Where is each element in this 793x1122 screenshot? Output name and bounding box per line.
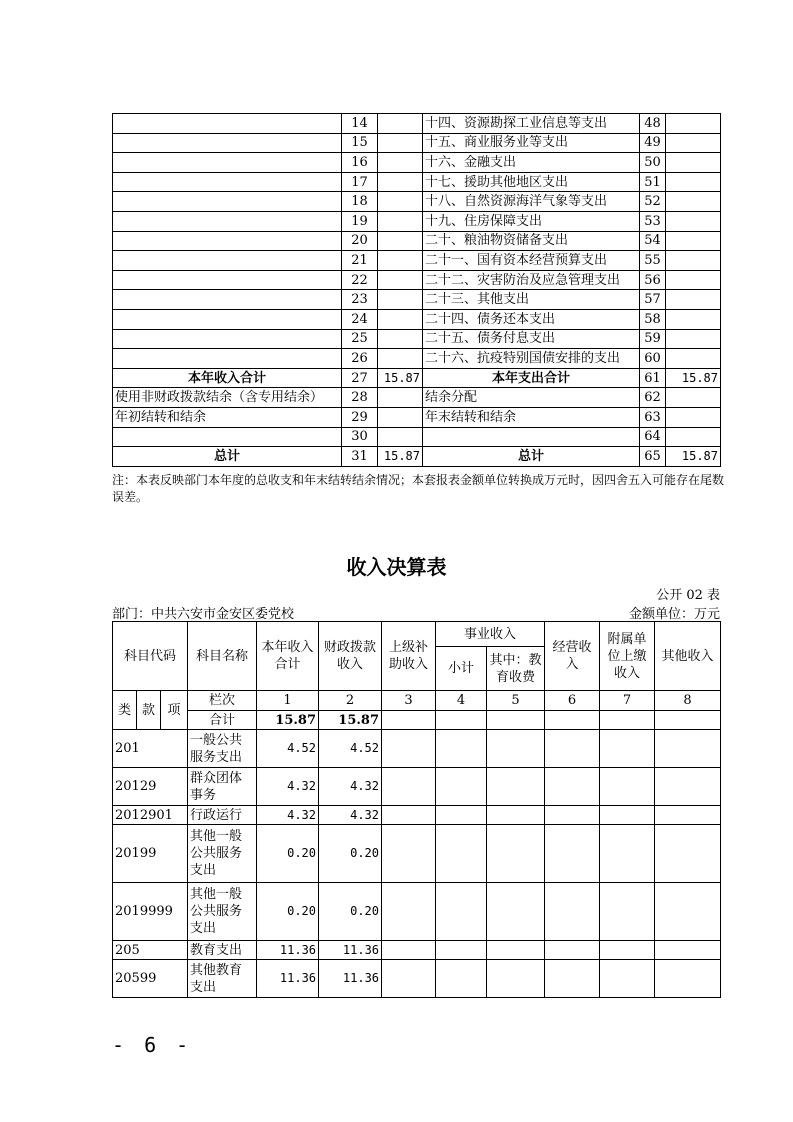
summary-row (113, 231, 721, 251)
empty-cell (655, 941, 721, 960)
empty-cell (436, 941, 487, 960)
empty-cell (487, 883, 545, 941)
expense-amount (666, 231, 721, 251)
expense-amount (666, 329, 721, 349)
income-amount: 15.87 (378, 368, 423, 388)
page-number: - 6 - (112, 1033, 193, 1057)
total-fiscal-income: 15.87 (319, 711, 382, 730)
column-number: 1 (257, 691, 319, 711)
empty-cell (545, 825, 600, 883)
expense-row-number: 64 (640, 427, 666, 447)
amount-unit-label: 金额单位：万元 (628, 607, 720, 622)
subject-name: 一般公共服务支出 (188, 730, 257, 768)
expense-item: 十八、自然资源海洋气象等支出 (423, 192, 640, 212)
expense-item: 二十二、灾害防治及应急管理支出 (423, 270, 640, 290)
subject-name: 其他一般公共服务支出 (188, 883, 257, 941)
expense-amount (666, 407, 721, 427)
empty-cell (487, 825, 545, 883)
summary-row (113, 309, 721, 329)
expense-amount (666, 114, 721, 134)
expense-item: 十六、金融支出 (423, 153, 640, 173)
income-row-number: 23 (342, 290, 378, 310)
summary-row (113, 133, 721, 153)
header-current-income: 本年收入合计 (257, 622, 319, 691)
expense-amount (666, 349, 721, 369)
income-item (113, 153, 342, 173)
income-item (113, 309, 342, 329)
income-amount (378, 251, 423, 271)
empty-cell (487, 806, 545, 825)
income-item (113, 349, 342, 369)
income-row-number: 25 (342, 329, 378, 349)
expense-row-number: 60 (640, 349, 666, 369)
summary-row (113, 427, 721, 447)
expense-row-number: 56 (640, 270, 666, 290)
total-current-income: 15.87 (257, 711, 319, 730)
income-row-number: 30 (342, 427, 378, 447)
empty-cell (382, 730, 436, 768)
subject-code: 201 (113, 730, 188, 768)
expense-amount (666, 309, 721, 329)
income-item (113, 172, 342, 192)
expense-item: 年末结转和结余 (423, 407, 640, 427)
expense-row-number: 51 (640, 172, 666, 192)
empty-cell (600, 825, 655, 883)
income-item: 本年收入合计 (113, 368, 342, 388)
column-number: 7 (600, 691, 655, 711)
expense-item: 二十三、其他支出 (423, 290, 640, 310)
header-subtotal: 小计 (436, 647, 487, 691)
empty-cell (545, 883, 600, 941)
empty-cell (382, 941, 436, 960)
income-row-number: 28 (342, 388, 378, 408)
empty-cell (382, 960, 436, 998)
expense-amount (666, 211, 721, 231)
income-item (113, 290, 342, 310)
subject-name: 群众团体事务 (188, 768, 257, 806)
empty-cell (600, 941, 655, 960)
subject-code: 205 (113, 941, 188, 960)
income-row-number: 19 (342, 211, 378, 231)
expense-item: 十五、商业服务业等支出 (423, 133, 640, 153)
subject-code: 2012901 (113, 806, 188, 825)
table-code: 公开 02 表 (656, 588, 720, 603)
empty-cell (600, 960, 655, 998)
header-lei: 类 (113, 691, 137, 730)
expense-amount: 15.87 (666, 447, 721, 467)
total-label: 合计 (188, 711, 257, 730)
expense-row-number: 57 (640, 290, 666, 310)
fiscal-income-amount: 11.36 (319, 960, 382, 998)
expense-row-number: 52 (640, 192, 666, 212)
fiscal-income-amount: 0.20 (319, 883, 382, 941)
header-superior-subsidy: 上级补助收入 (382, 622, 436, 691)
expense-item: 十九、住房保障支出 (423, 211, 640, 231)
expense-item (423, 427, 640, 447)
summary-row (113, 290, 721, 310)
current-income-amount: 4.32 (257, 768, 319, 806)
income-row (113, 825, 721, 883)
income-row-number: 22 (342, 270, 378, 290)
empty-cell (600, 730, 655, 768)
summary-row (113, 407, 721, 427)
empty-cell (545, 941, 600, 960)
income-row (113, 941, 721, 960)
income-amount (378, 211, 423, 231)
empty-cell (382, 825, 436, 883)
summary-row (113, 270, 721, 290)
expense-amount: 15.87 (666, 368, 721, 388)
subject-code: 20199 (113, 825, 188, 883)
income-amount (378, 388, 423, 408)
income-amount (378, 329, 423, 349)
empty-cell (545, 960, 600, 998)
summary-row (113, 172, 721, 192)
subject-code: 2019999 (113, 883, 188, 941)
empty-cell (382, 806, 436, 825)
empty-cell (436, 806, 487, 825)
summary-row (113, 251, 721, 271)
fiscal-income-amount: 0.20 (319, 825, 382, 883)
department-label: 部门：中共六安市金安区委党校 (112, 607, 295, 622)
summary-row (113, 153, 721, 173)
current-income-amount: 4.32 (257, 806, 319, 825)
column-number: 8 (655, 691, 721, 711)
expense-item: 二十四、债务还本支出 (423, 309, 640, 329)
page-title: 收入决算表 (346, 555, 447, 579)
empty-cell (655, 825, 721, 883)
expense-row-number: 59 (640, 329, 666, 349)
header-operating-income: 经营收入 (545, 622, 600, 691)
subject-name: 其他教育支出 (188, 960, 257, 998)
income-row (113, 960, 721, 998)
empty-cell (487, 941, 545, 960)
summary-row (113, 388, 721, 408)
income-amount (378, 270, 423, 290)
expense-amount (666, 388, 721, 408)
empty-cell (655, 960, 721, 998)
header-subject-code: 科目代码 (113, 622, 188, 691)
income-amount (378, 407, 423, 427)
empty-cell (600, 806, 655, 825)
expense-item: 总计 (423, 447, 640, 467)
empty-cell (487, 960, 545, 998)
income-row-number: 16 (342, 153, 378, 173)
income-row (113, 806, 721, 825)
table-note: 注：本表反映部门本年度的总收支和年末结转结余情况；本套报表金额单位转换成万元时，因四舍五入可能存在尾数误差。 (112, 473, 725, 504)
current-income-amount: 4.52 (257, 730, 319, 768)
income-amount (378, 349, 423, 369)
income-row (113, 730, 721, 768)
empty-cell (436, 825, 487, 883)
column-number: 4 (436, 691, 487, 711)
summary-row (113, 211, 721, 231)
expense-amount (666, 172, 721, 192)
header-affiliated-income: 附属单位上缴收入 (600, 622, 655, 691)
expense-item: 本年支出合计 (423, 368, 640, 388)
income-item (113, 251, 342, 271)
subject-name: 行政运行 (188, 806, 257, 825)
income-amount (378, 114, 423, 134)
expense-item: 十四、资源勘探工业信息等支出 (423, 114, 640, 134)
empty-cell (655, 806, 721, 825)
expense-item: 二十一、国有资本经营预算支出 (423, 251, 640, 271)
empty-cell (382, 768, 436, 806)
expense-row-number: 58 (640, 309, 666, 329)
summary-row (113, 368, 721, 388)
income-item (113, 211, 342, 231)
income-row-number: 14 (342, 114, 378, 134)
header-xiang: 项 (161, 691, 188, 730)
empty-cell (655, 883, 721, 941)
income-amount (378, 133, 423, 153)
expense-row-number: 54 (640, 231, 666, 251)
empty-cell (545, 806, 600, 825)
empty-cell (436, 730, 487, 768)
empty-cell (436, 960, 487, 998)
income-amount (378, 172, 423, 192)
income-item (113, 427, 342, 447)
income-amount (378, 290, 423, 310)
expense-row-number: 65 (640, 447, 666, 467)
income-row-number: 15 (342, 133, 378, 153)
header-fiscal-income: 财政拨款收入 (319, 622, 382, 691)
current-income-amount: 11.36 (257, 960, 319, 998)
column-number: 3 (382, 691, 436, 711)
expense-row-number: 63 (640, 407, 666, 427)
income-row-number: 27 (342, 368, 378, 388)
income-item: 年初结转和结余 (113, 407, 342, 427)
income-item (113, 329, 342, 349)
current-income-amount: 11.36 (257, 941, 319, 960)
income-item: 总计 (113, 447, 342, 467)
expense-amount (666, 153, 721, 173)
empty-cell (487, 730, 545, 768)
income-row-number: 24 (342, 309, 378, 329)
income-item: 使用非财政拨款结余（含专用结余） (113, 388, 342, 408)
expense-row-number: 53 (640, 211, 666, 231)
summary-row (113, 447, 721, 467)
expense-item: 结余分配 (423, 388, 640, 408)
expense-item: 二十、粮油物资储备支出 (423, 231, 640, 251)
income-row-number: 26 (342, 349, 378, 369)
income-amount: 15.87 (378, 447, 423, 467)
income-amount (378, 153, 423, 173)
expense-row-number: 48 (640, 114, 666, 134)
empty-cell (600, 883, 655, 941)
income-item (113, 270, 342, 290)
fiscal-income-amount: 11.36 (319, 941, 382, 960)
expense-row-number: 50 (640, 153, 666, 173)
income-amount (378, 192, 423, 212)
expense-amount (666, 192, 721, 212)
current-income-amount: 0.20 (257, 883, 319, 941)
fiscal-income-amount: 4.52 (319, 730, 382, 768)
expense-amount (666, 251, 721, 271)
income-row-number: 21 (342, 251, 378, 271)
expense-row-number: 55 (640, 251, 666, 271)
empty-cell (600, 768, 655, 806)
column-number: 5 (487, 691, 545, 711)
expense-item: 二十六、抗疫特别国债安排的支出 (423, 349, 640, 369)
subject-name: 其他一般公共服务支出 (188, 825, 257, 883)
empty-cell (655, 768, 721, 806)
summary-row (113, 114, 721, 134)
empty-cell (487, 768, 545, 806)
header-column-no: 栏次 (188, 691, 257, 711)
empty-cell (545, 768, 600, 806)
budget-summary-table (112, 113, 721, 467)
income-amount (378, 309, 423, 329)
income-amount (378, 427, 423, 447)
income-row-number: 20 (342, 231, 378, 251)
empty-cell (382, 883, 436, 941)
header-kuan: 款 (137, 691, 161, 730)
income-item (113, 133, 342, 153)
fiscal-income-amount: 4.32 (319, 806, 382, 825)
empty-cell (436, 883, 487, 941)
header-business-income: 事业收入 (436, 622, 545, 647)
subject-code: 20599 (113, 960, 188, 998)
income-amount (378, 231, 423, 251)
income-item (113, 192, 342, 212)
income-row-number: 29 (342, 407, 378, 427)
income-item (113, 231, 342, 251)
expense-row-number: 49 (640, 133, 666, 153)
summary-row (113, 329, 721, 349)
fiscal-income-amount: 4.32 (319, 768, 382, 806)
expense-item: 十七、援助其他地区支出 (423, 172, 640, 192)
current-income-amount: 0.20 (257, 825, 319, 883)
expense-amount (666, 133, 721, 153)
column-number: 6 (545, 691, 600, 711)
empty-cell (436, 768, 487, 806)
summary-row (113, 349, 721, 369)
empty-cell (655, 730, 721, 768)
expense-amount (666, 270, 721, 290)
subject-name: 教育支出 (188, 941, 257, 960)
income-final-accounts-table (112, 621, 721, 998)
expense-amount (666, 427, 721, 447)
header-education-fee: 其中：教育收费 (487, 647, 545, 691)
income-item (113, 114, 342, 134)
income-row-number: 31 (342, 447, 378, 467)
income-row (113, 768, 721, 806)
expense-row-number: 61 (640, 368, 666, 388)
income-row-number: 17 (342, 172, 378, 192)
expense-amount (666, 290, 721, 310)
income-row-number: 18 (342, 192, 378, 212)
income-row (113, 883, 721, 941)
summary-row (113, 192, 721, 212)
subject-code: 20129 (113, 768, 188, 806)
expense-row-number: 62 (640, 388, 666, 408)
empty-cell (545, 730, 600, 768)
header-other-income: 其他收入 (655, 622, 721, 691)
expense-item: 二十五、债务付息支出 (423, 329, 640, 349)
column-number: 2 (319, 691, 382, 711)
header-subject-name: 科目名称 (188, 622, 257, 691)
